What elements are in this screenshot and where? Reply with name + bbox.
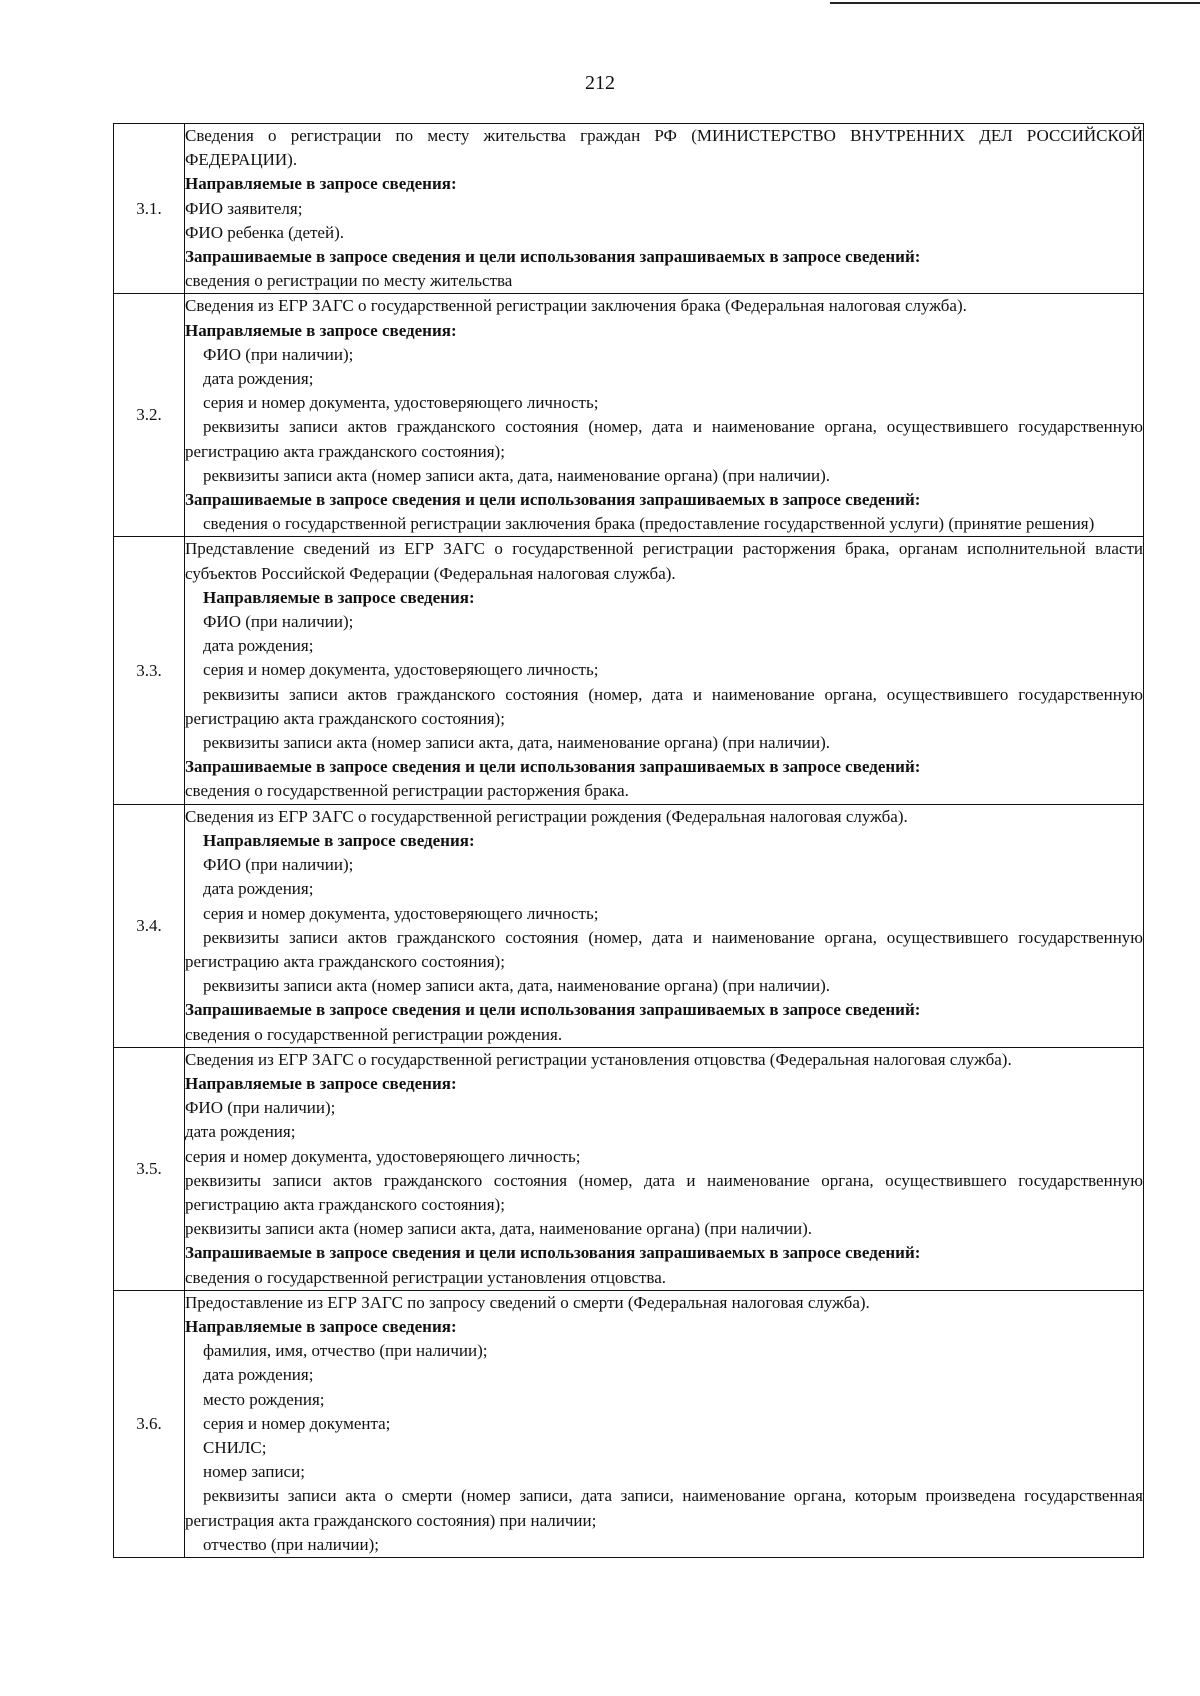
content-line: номер записи; (203, 1462, 305, 1482)
content-line: серия и номер документа, удостоверяющего личность; (185, 1146, 581, 1166)
table-row (114, 294, 1144, 537)
content-line: реквизиты записи акта (номер записи акта, дата, наименование органа) (при наличии). (203, 733, 830, 753)
content-line: Направляемые в запросе сведения: (185, 320, 457, 340)
row-content (185, 294, 1144, 537)
content-line: ФИО заявителя; (185, 198, 303, 218)
content-line: дата рождения; (203, 1365, 314, 1385)
content-line: реквизиты записи актов гражданского состояния (номер, дата и наименование органа, осуществившего государственную регистрацию акта гражданского состояния); (185, 1170, 1143, 1214)
row-number: 3.6. (114, 1290, 185, 1557)
content-line: реквизиты записи акта (номер записи акта, дата, наименование органа) (при наличии). (203, 465, 830, 485)
content-line: сведения о регистрации по месту жительства (185, 271, 513, 291)
table-row (114, 1047, 1144, 1290)
page-number: 212 (585, 72, 615, 94)
content-line: реквизиты записи актов гражданского состояния (номер, дата и наименование органа, осуществившего государственную регистрацию акта гражданского состояния); (185, 927, 1143, 971)
content-line: Запрашиваемые в запросе сведения и цели использования запрашиваемых в запросе сведений: (185, 247, 921, 267)
top-rule (830, 2, 1200, 4)
content-line: Направляемые в запросе сведения: (185, 1316, 457, 1336)
content-line: место рождения; (203, 1389, 325, 1409)
content-line: ФИО (при наличии); (203, 344, 354, 364)
content-line: СНИЛС; (203, 1437, 267, 1457)
content-line: Сведения из ЕГР ЗАГС о государственной регистрации рождения (Федеральная налоговая служба). (185, 806, 908, 826)
content-line: дата рождения; (203, 879, 314, 899)
content-line: реквизиты записи акта (номер записи акта, дата, наименование органа) (при наличии). (185, 1219, 812, 1239)
requirements-table (113, 123, 1144, 1558)
content-line: серия и номер документа, удостоверяющего личность; (203, 903, 599, 923)
content-line: Сведения из ЕГР ЗАГС о государственной регистрации установления отцовства (Федеральная налоговая служба). (185, 1049, 1012, 1069)
content-line: Направляемые в запросе сведения: (203, 587, 475, 607)
row-content (185, 1290, 1144, 1557)
content-line: фамилия, имя, отчество (при наличии); (203, 1341, 488, 1361)
row-number: 3.5. (114, 1047, 185, 1290)
content-line: дата рождения; (203, 636, 314, 656)
content-line: Запрашиваемые в запросе сведения и цели использования запрашиваемых в запросе сведений: (185, 1243, 921, 1263)
row-content (185, 1047, 1144, 1290)
row-number: 3.2. (114, 294, 185, 537)
content-line: серия и номер документа, удостоверяющего личность; (203, 660, 599, 680)
row-content (185, 124, 1144, 294)
content-line: реквизиты записи акта (номер записи акта, дата, наименование органа) (при наличии). (203, 976, 830, 996)
row-content (185, 537, 1144, 804)
content-line: Запрашиваемые в запросе сведения и цели использования запрашиваемых в запросе сведений: (185, 757, 921, 777)
content-line: ФИО (при наличии); (203, 612, 354, 632)
content-line: Сведения из ЕГР ЗАГС о государственной регистрации заключения брака (Федеральная налоговая служба). (185, 296, 967, 316)
content-line: Предоставление из ЕГР ЗАГС по запросу сведений о смерти (Федеральная налоговая служба). (185, 1292, 870, 1312)
content-line: дата рождения; (185, 1122, 296, 1142)
table-row (114, 804, 1144, 1047)
content-line: серия и номер документа, удостоверяющего личность; (203, 393, 599, 413)
content-line: реквизиты записи акта о смерти (номер записи, дата записи, наименование органа, которым произведена государственная регистрация акта гражданского состояния) при наличии; (185, 1486, 1143, 1530)
content-line: Направляемые в запросе сведения: (185, 1073, 457, 1093)
content-line: Представление сведений из ЕГР ЗАГС о государственной регистрации расторжения брака, органам исполнительной власти субъектов Российской Федерации (Федеральная налоговая служба). (185, 539, 1143, 583)
row-number: 3.1. (114, 124, 185, 294)
content-line: Запрашиваемые в запросе сведения и цели использования запрашиваемых в запросе сведений: (185, 490, 921, 510)
content-line: дата рождения; (203, 369, 314, 389)
table-row (114, 1290, 1144, 1557)
content-line: сведения о государственной регистрации рождения. (185, 1024, 563, 1044)
content-line: Запрашиваемые в запросе сведения и цели использования запрашиваемых в запросе сведений: (185, 1000, 921, 1020)
content-line: Сведения о регистрации по месту жительства граждан РФ (МИНИСТЕРСТВО ВНУТРЕННИХ ДЕЛ РОССИЙСКОЙ ФЕДЕРАЦИИ). (185, 126, 1143, 170)
content-line: сведения о государственной регистрации установления отцовства. (185, 1267, 667, 1287)
content-line: серия и номер документа; (203, 1413, 391, 1433)
content-line: ФИО (при наличии); (185, 1098, 336, 1118)
content-line: сведения о государственной регистрации заключения брака (предоставление государственной услуги) (принятие решения) (203, 514, 1095, 534)
content-line: реквизиты записи актов гражданского состояния (номер, дата и наименование органа, осуществившего государственную регистрацию акта гражданского состояния); (185, 417, 1143, 461)
row-content (185, 804, 1144, 1047)
content-line: Направляемые в запросе сведения: (203, 830, 475, 850)
table-row (114, 124, 1144, 294)
content-line: сведения о государственной регистрации расторжения брака. (185, 781, 629, 801)
content-line: отчество (при наличии); (203, 1534, 379, 1554)
row-number: 3.4. (114, 804, 185, 1047)
table-body (114, 124, 1144, 1558)
content-line: ФИО (при наличии); (203, 855, 354, 875)
row-number: 3.3. (114, 537, 185, 804)
content-line: Направляемые в запросе сведения: (185, 174, 457, 194)
content-line: реквизиты записи актов гражданского состояния (номер, дата и наименование органа, осуществившего государственную регистрацию акта гражданского состояния); (185, 684, 1143, 728)
content-line: ФИО ребенка (детей). (185, 222, 344, 242)
table-row (114, 537, 1144, 804)
